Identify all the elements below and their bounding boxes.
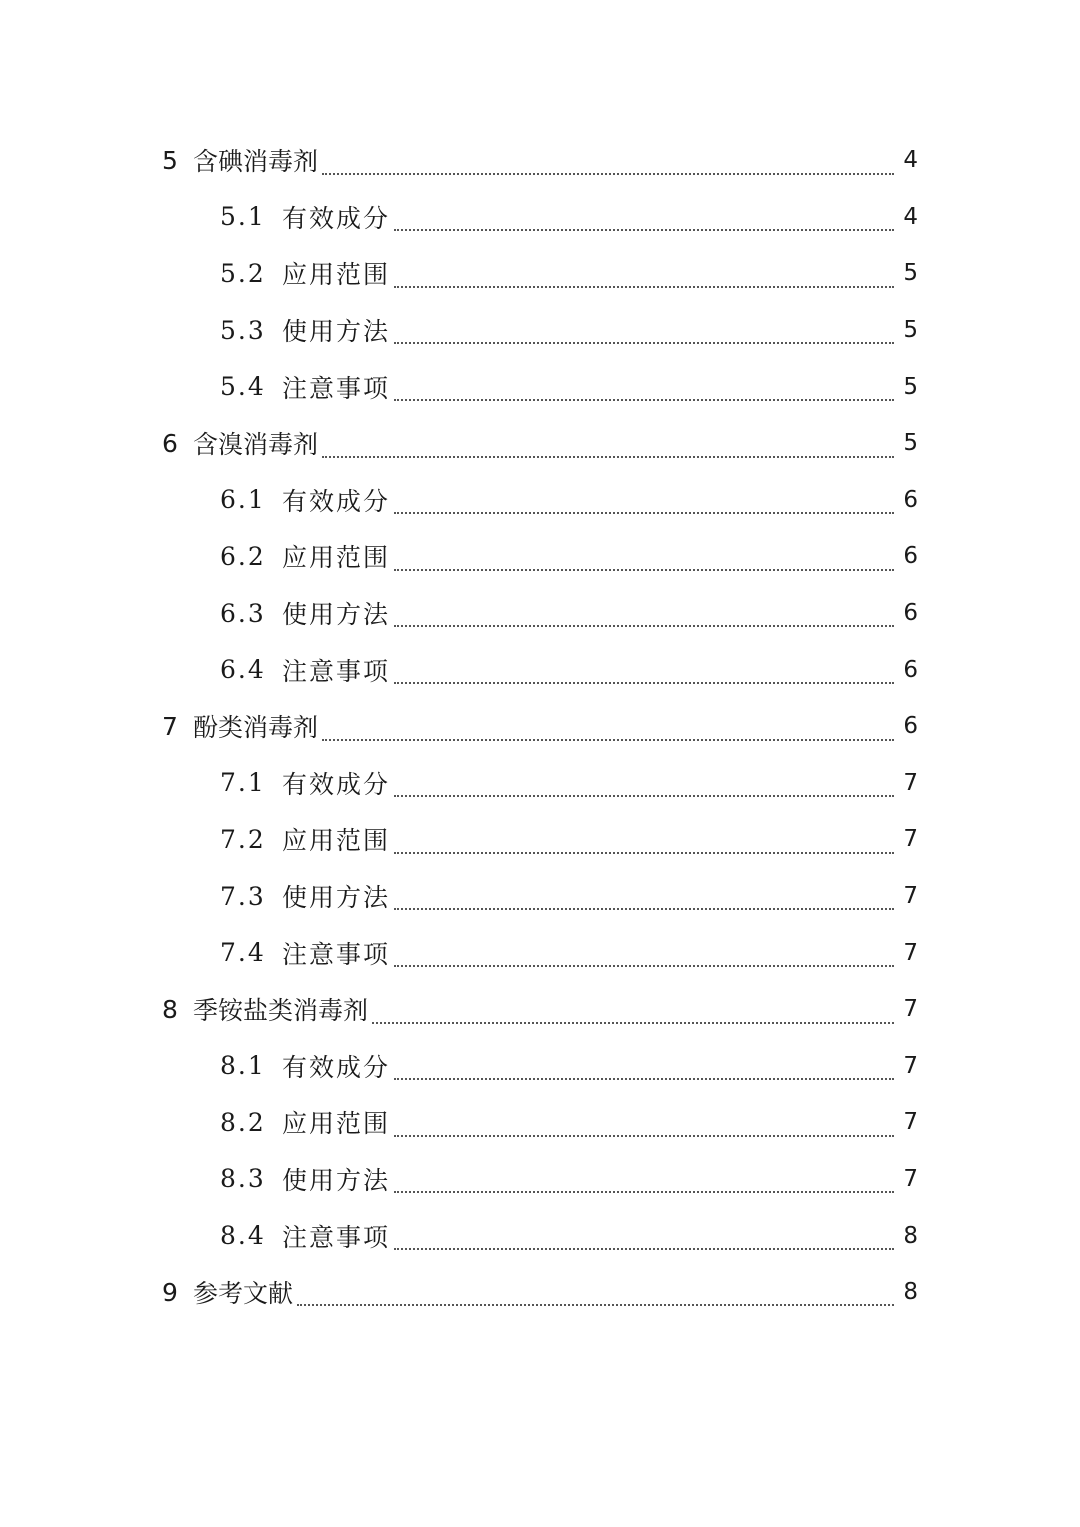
- toc-entry-number: 6: [162, 428, 178, 458]
- toc-entry-title: 有效成分: [282, 203, 391, 233]
- toc-section-entry[interactable]: [162, 1207, 918, 1264]
- toc-page-number: 6: [903, 713, 918, 740]
- toc-dot-leader: [394, 229, 894, 231]
- toc-dot-leader: [394, 965, 894, 967]
- toc-chapter-entry[interactable]: [162, 415, 918, 472]
- toc-dot-leader: [394, 1135, 894, 1137]
- toc-entry-number: 8: [162, 994, 178, 1024]
- toc-chapter-entry[interactable]: [162, 981, 918, 1038]
- toc-dot-leader: [394, 795, 894, 797]
- toc-entry-number: 7.4: [220, 938, 266, 968]
- toc-section-entry[interactable]: [162, 358, 918, 415]
- toc-page-number: 5: [903, 430, 918, 457]
- toc-entry-title: 应用范围: [282, 543, 391, 573]
- toc-section-entry[interactable]: [162, 245, 918, 302]
- toc-entry-number: 5: [162, 145, 178, 175]
- toc-entry-number: 5.2: [220, 258, 266, 288]
- toc-entry-number: 8.3: [220, 1164, 266, 1194]
- toc-page-number: 7: [903, 1165, 918, 1192]
- toc-entry-number: 8.1: [220, 1051, 266, 1081]
- toc-page-number: 6: [903, 543, 918, 570]
- toc-page-number: 8: [903, 1222, 918, 1249]
- toc-page-number: 7: [903, 826, 918, 853]
- table-of-contents: [162, 132, 918, 1320]
- toc-entry-number: 7.2: [220, 824, 266, 854]
- toc-entry-title: 使用方法: [282, 1165, 391, 1195]
- toc-dot-leader: [394, 625, 894, 627]
- toc-dot-leader: [394, 908, 894, 910]
- toc-section-entry[interactable]: [162, 472, 918, 529]
- toc-dot-leader: [372, 1022, 894, 1024]
- toc-page-number: 5: [903, 373, 918, 400]
- toc-entry-number: 5.3: [220, 315, 266, 345]
- toc-dot-leader: [394, 286, 894, 288]
- toc-section-entry[interactable]: [162, 755, 918, 812]
- toc-dot-leader: [394, 399, 894, 401]
- toc-page-number: 5: [903, 317, 918, 344]
- toc-section-entry[interactable]: [162, 641, 918, 698]
- toc-entry-number: 5.1: [220, 202, 266, 232]
- toc-dot-leader: [394, 569, 894, 571]
- toc-page-number: 7: [903, 769, 918, 796]
- toc-entry-title: 注意事项: [282, 373, 391, 403]
- toc-entry-title: 应用范围: [282, 260, 391, 290]
- toc-section-entry[interactable]: [162, 585, 918, 642]
- toc-page-number: 7: [903, 939, 918, 966]
- toc-dot-leader: [394, 1078, 894, 1080]
- toc-entry-title: 注意事项: [282, 1222, 391, 1252]
- toc-entry-number: 6.4: [220, 655, 266, 685]
- toc-dot-leader: [394, 1248, 894, 1250]
- toc-page-number: 6: [903, 600, 918, 627]
- toc-section-entry[interactable]: [162, 1094, 918, 1151]
- toc-entry-title: 含溴消毒剂: [193, 430, 319, 460]
- toc-entry-title: 参考文献: [193, 1279, 294, 1309]
- toc-page-number: 7: [903, 1109, 918, 1136]
- toc-section-entry[interactable]: [162, 811, 918, 868]
- toc-page-number: 7: [903, 1052, 918, 1079]
- toc-entry-number: 6.2: [220, 541, 266, 571]
- toc-section-entry[interactable]: [162, 868, 918, 925]
- toc-dot-leader: [394, 342, 894, 344]
- toc-section-entry[interactable]: [162, 924, 918, 981]
- toc-entry-number: 7.3: [220, 881, 266, 911]
- toc-section-entry[interactable]: [162, 528, 918, 585]
- toc-entry-title: 使用方法: [282, 600, 391, 630]
- toc-entry-number: 7: [162, 711, 178, 741]
- toc-dot-leader: [394, 852, 894, 854]
- toc-page-number: 4: [903, 203, 918, 230]
- toc-page-number: 5: [903, 260, 918, 287]
- toc-dot-leader: [394, 682, 894, 684]
- toc-entry-title: 应用范围: [282, 826, 391, 856]
- toc-section-entry[interactable]: [162, 1151, 918, 1208]
- toc-entry-title: 注意事项: [282, 939, 391, 969]
- toc-entry-title: 应用范围: [282, 1109, 391, 1139]
- toc-chapter-entry[interactable]: [162, 132, 918, 189]
- toc-entry-number: 9: [162, 1277, 178, 1307]
- toc-page-number: 7: [903, 883, 918, 910]
- toc-dot-leader: [394, 512, 894, 514]
- toc-section-entry[interactable]: [162, 302, 918, 359]
- toc-page-number: 8: [903, 1279, 918, 1306]
- toc-dot-leader: [322, 173, 894, 175]
- toc-page-number: 7: [903, 996, 918, 1023]
- toc-chapter-entry[interactable]: [162, 1264, 918, 1321]
- toc-entry-title: 有效成分: [282, 486, 391, 516]
- toc-entry-title: 酚类消毒剂: [193, 713, 319, 743]
- toc-entry-title: 注意事项: [282, 656, 391, 686]
- toc-section-entry[interactable]: [162, 1038, 918, 1095]
- toc-entry-number: 6.1: [220, 485, 266, 515]
- toc-entry-title: 使用方法: [282, 883, 391, 913]
- toc-entry-number: 5.4: [220, 372, 266, 402]
- toc-page-number: 6: [903, 486, 918, 513]
- toc-chapter-entry[interactable]: [162, 698, 918, 755]
- toc-page-number: 6: [903, 656, 918, 683]
- toc-entry-number: 7.1: [220, 768, 266, 798]
- toc-dot-leader: [322, 739, 894, 741]
- toc-entry-title: 季铵盐类消毒剂: [193, 996, 369, 1026]
- toc-entry-number: 8.4: [220, 1221, 266, 1251]
- toc-dot-leader: [394, 1191, 894, 1193]
- toc-dot-leader: [322, 456, 894, 458]
- toc-page-number: 4: [903, 147, 918, 174]
- toc-entry-title: 含碘消毒剂: [193, 147, 319, 177]
- toc-entry-title: 有效成分: [282, 769, 391, 799]
- toc-dot-leader: [297, 1304, 894, 1306]
- toc-entry-title: 使用方法: [282, 317, 391, 347]
- toc-entry-number: 8.2: [220, 1107, 266, 1137]
- toc-section-entry[interactable]: [162, 189, 918, 246]
- toc-entry-title: 有效成分: [282, 1052, 391, 1082]
- toc-entry-number: 6.3: [220, 598, 266, 628]
